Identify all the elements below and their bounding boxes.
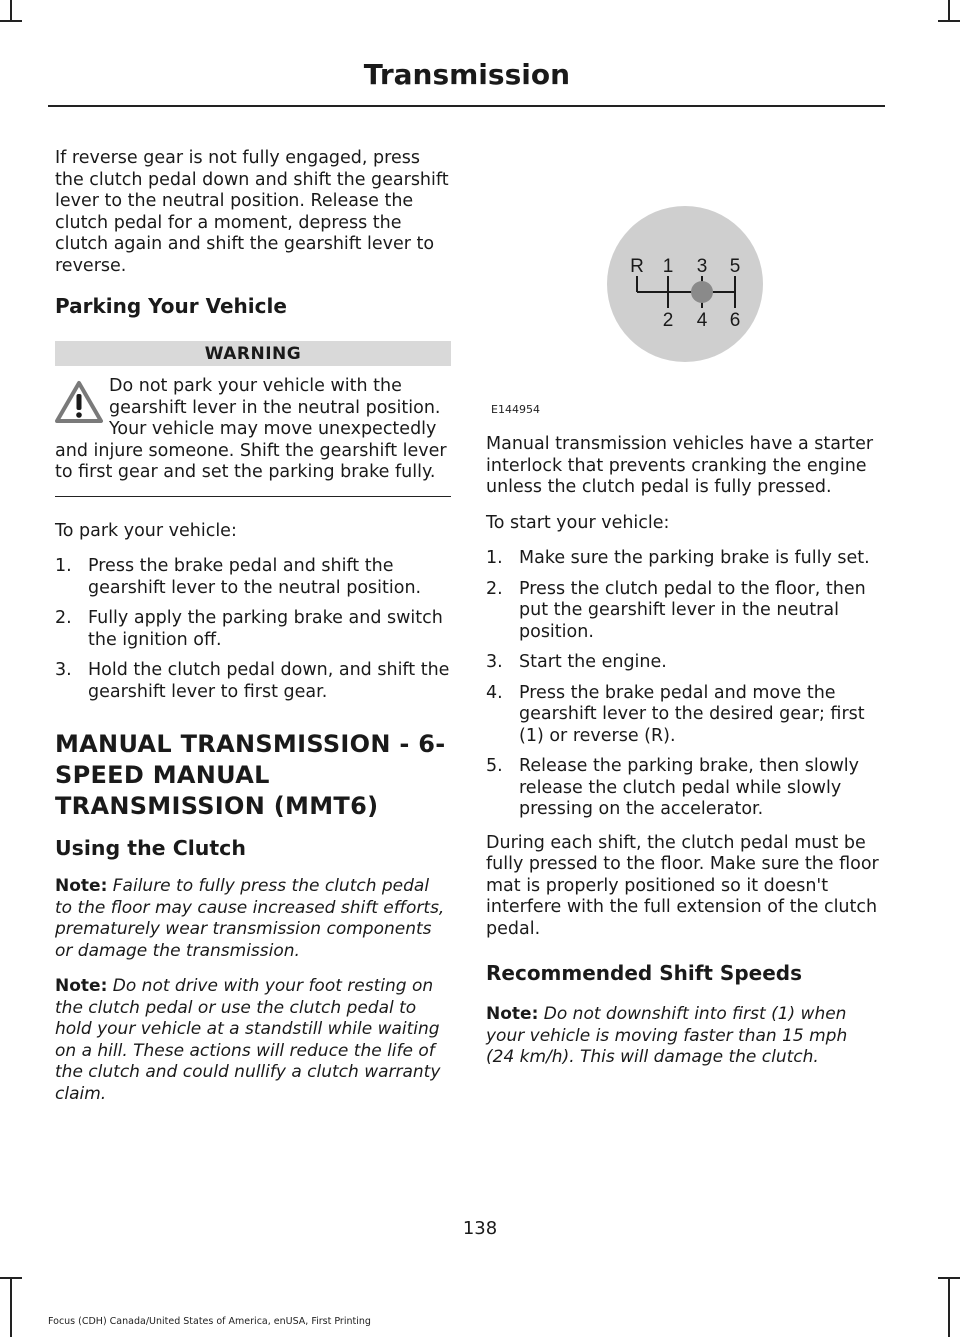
gear-label-2: 2 [662, 310, 674, 331]
gear-label-4: 4 [696, 310, 708, 331]
gear-shift-diagram [486, 148, 880, 398]
note-clutch-press: Note: Failure to fully press the clutch pedal to the floor may cause increased shift efforts, prematurely wear transmission components or damage the transmission. [55, 876, 445, 961]
note-clutch-rest: Note: Do not drive with your foot resting on the clutch pedal or use the clutch pedal to hold your vehicle at a standstill while waiting on a hill. These actions will reduce the life of the clutch and could nullify a clutch warranty claim. [55, 976, 441, 1104]
shift-pattern-figure [486, 148, 880, 434]
shift-knob [607, 206, 763, 362]
knob-center [691, 281, 713, 303]
list-item: 3. Hold the clutch pedal down, and shift the gearshift lever to first gear. [55, 660, 450, 702]
warning-text: Do not park your vehicle with the gearshift lever in the neutral position. Your vehicle may move unexpectedly and injure someone. Shift the gearshift lever to first gear and set the parking brake fully. [55, 376, 447, 482]
list-item: 2. Fully apply the parking brake and switch the ignition off. [55, 608, 443, 650]
note-downshift: Note: Do not downshift into first (1) when your vehicle is moving faster than 15 mph (24 km/h). This will damage the clutch. [486, 1004, 848, 1067]
start-steps [486, 548, 880, 821]
right-column [486, 148, 880, 1083]
gear-label-1: 1 [662, 256, 674, 277]
shift-speeds-heading: Recommended Shift Speeds [486, 961, 802, 985]
list-item: 1. Press the brake pedal and shift the gearshift lever to the neutral position. [55, 556, 422, 598]
using-clutch-heading: Using the Clutch [55, 836, 246, 860]
park-steps [55, 556, 451, 703]
left-column [55, 148, 451, 1119]
warning-body [55, 376, 451, 497]
figure-id: E144954 [491, 403, 540, 416]
crop-mark [938, 1277, 960, 1279]
list-item: 5. Release the parking brake, then slowly release the clutch pedal while slowly pressing on the accelerator. [486, 756, 860, 819]
gear-label-3: 3 [696, 256, 708, 277]
page-number: 138 [462, 1218, 498, 1239]
crop-mark [0, 20, 22, 22]
list-item: 4. Press the brake pedal and move the gearshift lever to the desired gear; first (1) or reverse (R). [486, 682, 865, 746]
list-item: 1. Make sure the parking brake is fully set. [486, 548, 870, 568]
crop-mark [10, 1277, 12, 1337]
parking-heading: Parking Your Vehicle [55, 294, 287, 318]
to-start-text: To start your vehicle: [486, 512, 670, 533]
list-item: 2. Press the clutch pedal to the floor, then put the gearshift lever in the neutral position. [486, 578, 866, 642]
gear-label-6: 6 [729, 310, 741, 331]
list-item: 3. Start the engine. [486, 652, 667, 672]
crop-mark [948, 1277, 950, 1337]
warning-label: WARNING [55, 341, 451, 366]
crop-mark [0, 1277, 22, 1279]
gear-label-r: R [630, 256, 644, 277]
gear-label-5: 5 [729, 256, 741, 277]
crop-mark [10, 0, 12, 22]
footer-text: Focus (CDH) Canada/United States of America, enUSA, First Printing [48, 1316, 371, 1327]
interlock-paragraph: Manual transmission vehicles have a starter interlock that prevents cranking the engine unless the clutch pedal is fully pressed. [486, 434, 874, 497]
shift-paragraph: During each shift, the clutch pedal must be fully pressed to the floor. Make sure the floor mat is properly positioned so it doesn't interfere with the full extension of the clutch pedal. [486, 832, 879, 939]
crop-mark [948, 0, 950, 22]
intro-paragraph: If reverse gear is not fully engaged, press the clutch pedal down and shift the gearshift lever to the neutral position. Release the clutch pedal for a moment, depress the clutch again and shift the gearshift lever to reverse. [55, 148, 449, 276]
header-rule [48, 105, 885, 107]
page-title: Transmission [363, 58, 570, 91]
to-park-text: To park your vehicle: [55, 520, 237, 541]
crop-mark [938, 20, 960, 22]
section-heading: MANUAL TRANSMISSION - 6- SPEED MANUAL TRANSMISSION (MMT6) [55, 730, 446, 820]
warning-box [55, 341, 451, 497]
warning-triangle-icon [55, 380, 103, 424]
